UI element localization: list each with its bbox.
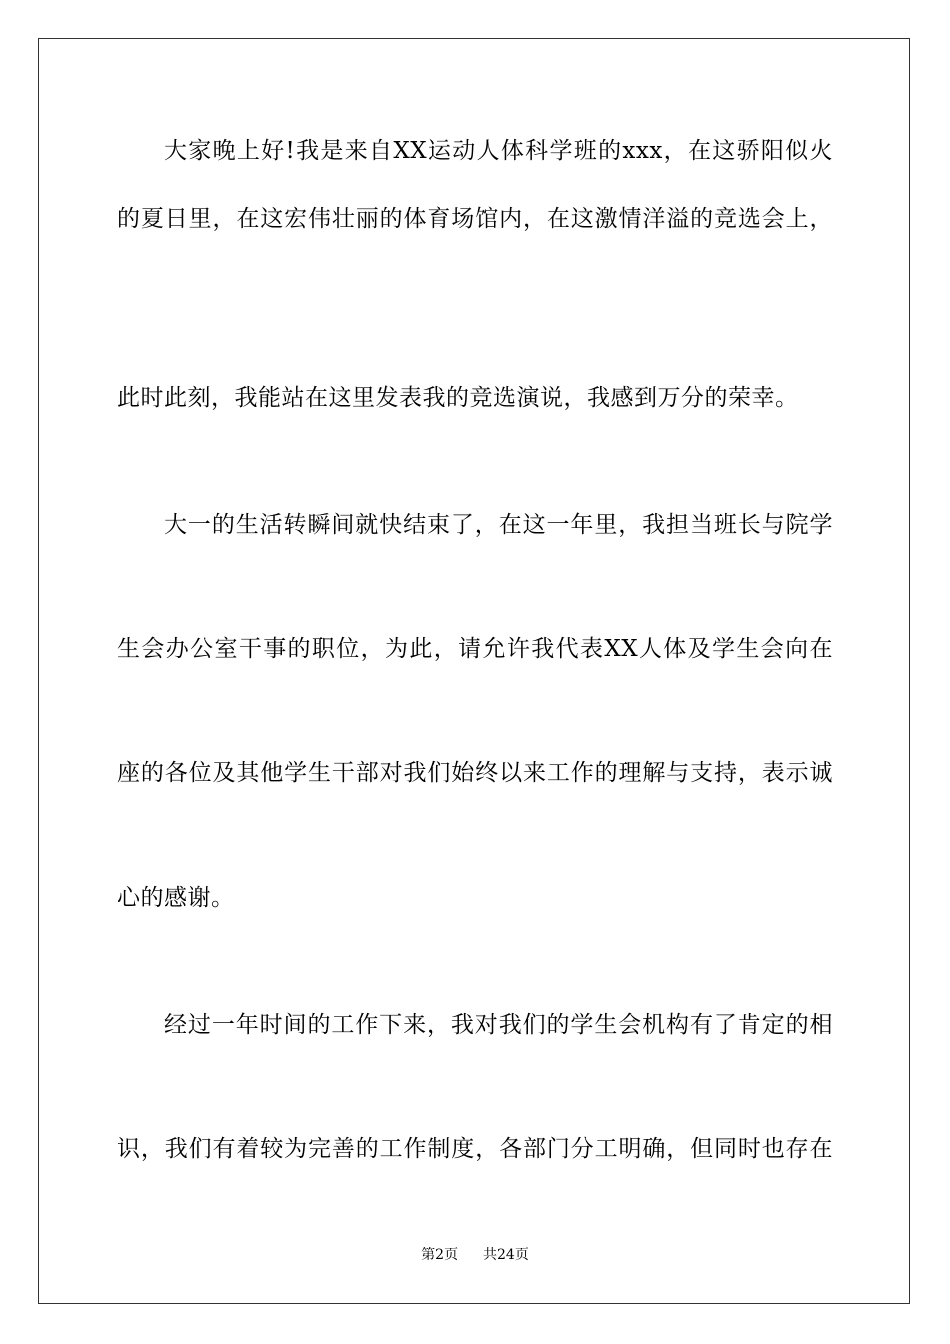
paragraph-1-line-1: 大家晚上好!我是来自XX运动人体科学班的xxx，在这骄阳似火 <box>164 138 833 164</box>
paragraph-3-line-2: 识，我们有着较为完善的工作制度，各部门分工明确，但同时也存在 <box>117 1136 833 1162</box>
paragraph-2-line-4: 心的感谢。 <box>117 885 235 911</box>
page-footer <box>0 1245 950 1265</box>
paragraph-1-line-3: 此时此刻，我能站在这里发表我的竞选演说，我感到万分的荣幸。 <box>117 385 799 411</box>
paragraph-2-line-1: 大一的生活转瞬间就快结束了，在这一年里，我担当班长与院学 <box>164 512 833 538</box>
paragraph-2-line-2: 生会办公室干事的职位，为此，请允许我代表XX人体及学生会向在 <box>117 636 833 662</box>
paragraph-3-line-1: 经过一年时间的工作下来，我对我们的学生会机构有了肯定的相 <box>164 1012 833 1038</box>
paragraph-1-line-2: 的夏日里，在这宏伟壮丽的体育场馆内，在这激情洋溢的竞选会上， <box>117 206 833 232</box>
paragraph-2-line-3: 座的各位及其他学生干部对我们始终以来工作的理解与支持，表示诚 <box>117 760 833 786</box>
page-number: 第2页 <box>421 1247 459 1263</box>
page-total: 共24页 <box>483 1247 529 1263</box>
